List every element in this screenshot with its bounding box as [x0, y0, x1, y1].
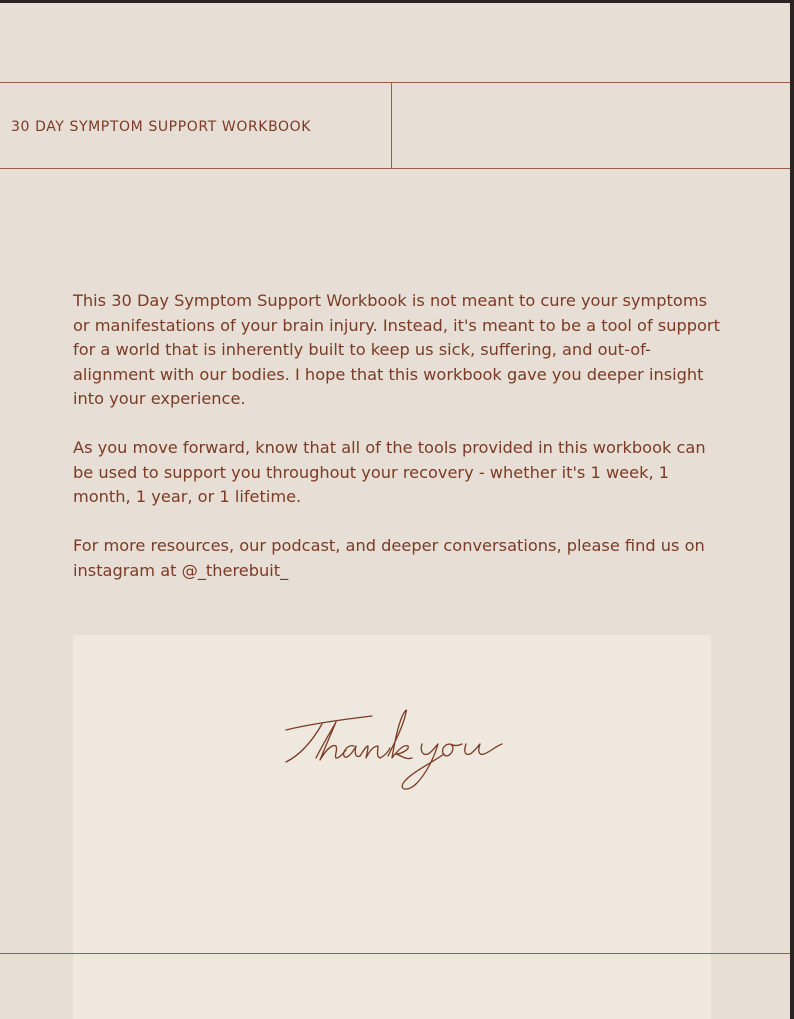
workbook-title: 30 DAY SYMPTOM SUPPORT WORKBOOK [11, 119, 312, 135]
signature-script-drawing [280, 700, 510, 800]
header-divider [391, 82, 392, 169]
paragraph-intro: This 30 Day Symptom Support Workbook is not meant to cure your symptoms or manifestations of your brain injury. Instead, it's meant to be a tool of support for a world that is inherently built to keep us sick, suffering, and out-of-alignment with our bodies. I hope that this workbook gave you deeper insight into your experience. [73, 291, 720, 408]
thank-you-signature [280, 700, 510, 800]
closing-message [73, 289, 723, 608]
thank-you-card [73, 635, 711, 1019]
header-top-rule [0, 82, 790, 83]
paragraph-moving-forward: As you move forward, know that all of the tools provided in this workbook can be used to support you throughout your recovery - whether it's 1 week, 1 month, 1 year, or 1 lifetime. [73, 438, 706, 506]
window-top-edge [0, 0, 794, 3]
footer-rule [0, 953, 790, 954]
header-bottom-rule [0, 168, 790, 169]
paragraph-resources: For more resources, our podcast, and deeper conversations, please find us on instagram at @_therebuit_ [73, 536, 705, 580]
window-right-edge [790, 0, 794, 1019]
